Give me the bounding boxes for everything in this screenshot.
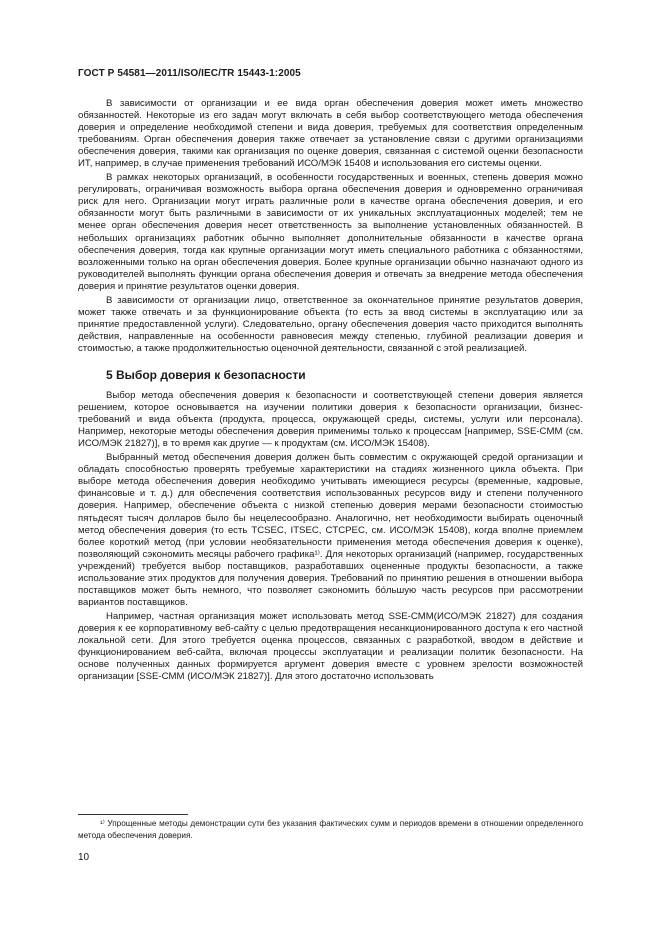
document-body bbox=[78, 98, 583, 685]
paragraph: В зависимости от организации и ее вида орган обеспечения доверия может иметь множество обязанностей. Некоторые из его задач могут включать в себя выбор соответствующего метода обеспечения доверия и определение необходимой степени и вида доверия, требуемых для соответствия определенным требованиям. Орган обеспечения доверия также отвечает за установление связи с другими организациями обеспечения доверия, такими как организация по оценке доверия, связанная с системой оценки безопасности ИТ, например, в случае применения требований ИСО/МЭК 15408 и использования его системы оценки. bbox=[78, 98, 583, 170]
document-header: ГОСТ Р 54581—2011/ISO/IEC/TR 15443-1:2005 bbox=[78, 68, 301, 79]
paragraph: Например, частная организация может использовать метод SSE-CMM(ИСО/МЭК 21827) для создания доверия к ее корпоративному веб-сайту с целью предотвращения несанкционированного доступа к его частной локальной сети. Для этого требуется оценка процессов, связанных с разработкой, вводом в действие и функционированием веб-сайта, включая процессы эксплуатации и реализации политик безопасности. На основе полученных данных формируется аргумент доверия вместе с уровнем зрелости возможностей организации [SSE-CMM (ИСО/МЭК 21827)]. Для этого достаточно использовать bbox=[78, 610, 583, 683]
paragraph: Выбранный метод обеспечения доверия должен быть совместим с окружающей средой организации и обладать способностью проверять требуемые характеристики на стадиях жизненного цикла объекта. При выборе метода обеспечения доверия необходимо учитывать имеющиеся ресурсы (временные, кадровые, финансовые и т. д.) для обеспечения соответствия использованных ресурсов виду и степени полученного доверия. Например, обеспечение объекта с низкой степенью доверия мерами безопасности стоимостью пятьдесят тысяч долларов было бы нецелесообразно. Аналогично, нет необходимости выбирать оценочный метод обеспечения доверия (то есть TCSEC, ITSEC, CTCPEC, см. ИСО/МЭК 15408), когда вполне приемлем более короткий метод (при условии необязательности применения метода обеспечения доверия к оценке), позволяющий сэкономить месяцы рабочего графика¹⁾. Для некоторых организаций (например, государственных учреждений) требуется выбор поставщиков, разработавших оцененные продукты безопасности, а также использование этих продуктов для получения доверия. Требований по принятию решения в отношении выбора поставщиков может быть немного, что позволяет сэкономить бо́льшую часть ресурсов при рассмотрении вариантов поставщиков. bbox=[78, 452, 583, 608]
section-heading: 5 Выбор доверия к безопасности bbox=[106, 367, 306, 382]
paragraph: В рамках некоторых организаций, в особенности государственных и военных, степень доверия можно регулировать, ограничивая возможность выбора органа обеспечения доверия и одновременно ограничивая риск для него. Организации могут играть различные роли в качестве органа обеспечения доверия, и его обязанности могут быть различными в зависимости от их уникальных эксплуатационных моделей; тем не менее орган обеспечения доверия несет ответственность за выполнение установленных обязанностей. В небольших организациях работник обычно выполняет дополнительные обязанности в качестве органа обеспечения доверия, тогда как крупные организации могут иметь специального работника с обязанностями, возложенными только на орган обеспечения доверия. Более крупные организации обычно назначают одного из руководителей выполнять функции органа обеспечения доверия и отвечать за внедрение метода обеспечения доверия и принятие результатов оценки доверия. bbox=[78, 172, 583, 292]
footnote-separator bbox=[78, 814, 188, 815]
paragraph: Выбор метода обеспечения доверия к безопасности и соответствующей степени доверия является решением, которое основывается на изучении политики доверия к безопасности организации, бизнес-требований и вида объекта (продукта, процесса, окружающей среды, системы, услуги или персонала). Например, некоторые методы обеспечения доверия применимы только к процессам [например, SSE-CMM (см. ИСО/МЭК 21827)], в то время как другие — к продуктам (см. ИСО/МЭК 15408). bbox=[78, 390, 583, 450]
paragraph: В зависимости от организации лицо, ответственное за окончательное принятие результатов доверия, может также отвечать и за функционирование объекта (то есть за ввод системы в эксплуатацию или за принятие предоставленной услуги). Следовательно, органу обеспечения доверия часто приходится выполнять действия, направленные на особенности равновесия между степенью, глубиной реализации доверия и стоимостью, а также продолжительностью оценочной деятельности, связанной с этой реализацией. bbox=[78, 294, 583, 354]
footnote: ¹⁾ Упрощенные методы демонстрации сути без указания фактических сумм и периодов времени в отношении определенного метода обеспечения доверия. bbox=[78, 819, 583, 840]
page-number: 10 bbox=[78, 852, 90, 863]
